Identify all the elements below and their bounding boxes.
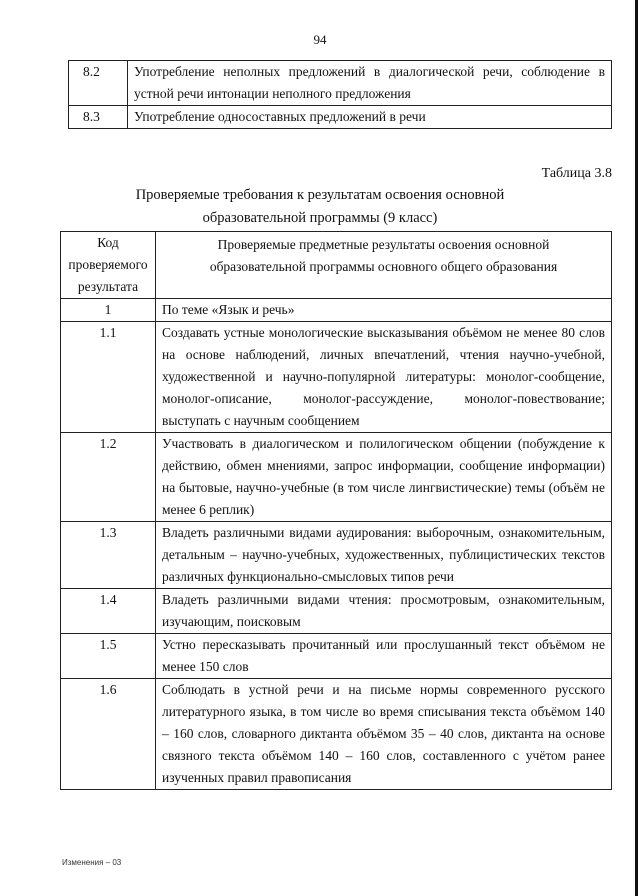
table-caption-line-2: образовательной программы (9 класс)	[202, 210, 438, 226]
row-text: Создавать устные монологические высказывания объёмом не менее 80 слов на основе наблюдений, личных впечатлений, чтения научно-учебной, художественной и научно-популярной литературы: монолог-сообщение, монолог-описание, монолог-рассуждение, монолог-повествование; выступать с научным сообщением	[156, 322, 612, 433]
table-row	[61, 634, 612, 679]
row-code: 8.2	[69, 61, 128, 106]
continued-table	[68, 60, 612, 129]
table-row	[61, 522, 612, 589]
row-code: 1.3	[61, 522, 156, 589]
row-text: Владеть различными видами чтения: просмотровым, ознакомительным, изучающим, поисковым	[156, 589, 612, 634]
table-row	[61, 679, 612, 790]
page-number: 94	[313, 32, 327, 47]
table-row	[69, 61, 612, 106]
table-caption-line-1: Проверяемые требования к результатам освоения основной	[135, 187, 505, 203]
requirements-table	[60, 231, 612, 790]
table-row	[61, 299, 612, 322]
row-text: Употребление неполных предложений в диалогической речи, соблюдение в устной речи интонации неполного предложения	[128, 61, 612, 106]
row-code: 1	[61, 299, 156, 322]
table-row	[61, 589, 612, 634]
row-text: Владеть различными видами аудирования: выборочным, ознакомительным, детальным – научно-учебных, художественных, публицистических текстов различных функционально-смысловых типов речи	[156, 522, 612, 589]
row-code: 1.4	[61, 589, 156, 634]
header-text: Проверяемые предметные результаты освоения основной образовательной программы основного общего образования	[156, 232, 612, 299]
row-text: По теме «Язык и речь»	[156, 299, 612, 322]
row-code: 1.2	[61, 433, 156, 522]
row-text: Участвовать в диалогическом и полилогическом общении (побуждение к действию, обмен мнениями, запрос информации, сообщение информации) на бытовые, научно-учебные (в том числе лингвистические) темы (объём не менее 6 реплик)	[156, 433, 612, 522]
table-label: Таблица 3.8	[541, 166, 612, 181]
row-text: Употребление односоставных предложений в речи	[128, 106, 612, 129]
row-text: Устно пересказывать прочитанный или прослушанный текст объёмом не менее 150 слов	[156, 634, 612, 679]
row-code: 1.6	[61, 679, 156, 790]
table-row	[61, 433, 612, 522]
table-row	[69, 106, 612, 129]
header-code: Код проверяемого результата	[61, 232, 156, 299]
table-row	[61, 322, 612, 433]
scan-edge	[635, 0, 638, 896]
row-code: 1.5	[61, 634, 156, 679]
table-header-row	[61, 232, 612, 299]
row-text: Соблюдать в устной речи и на письме нормы современного русского литературного языка, в том числе во время списывания текста объёмом 140 – 160 слов, словарного диктанта объёмом 35 – 40 слов, диктанта на основе связного текста объёмом 140 – 160 слов, составленного с учётом ранее изученных правил правописания	[156, 679, 612, 790]
row-code: 8.3	[69, 106, 128, 129]
row-code: 1.1	[61, 322, 156, 433]
page-footer: Изменения – 03	[62, 858, 122, 867]
